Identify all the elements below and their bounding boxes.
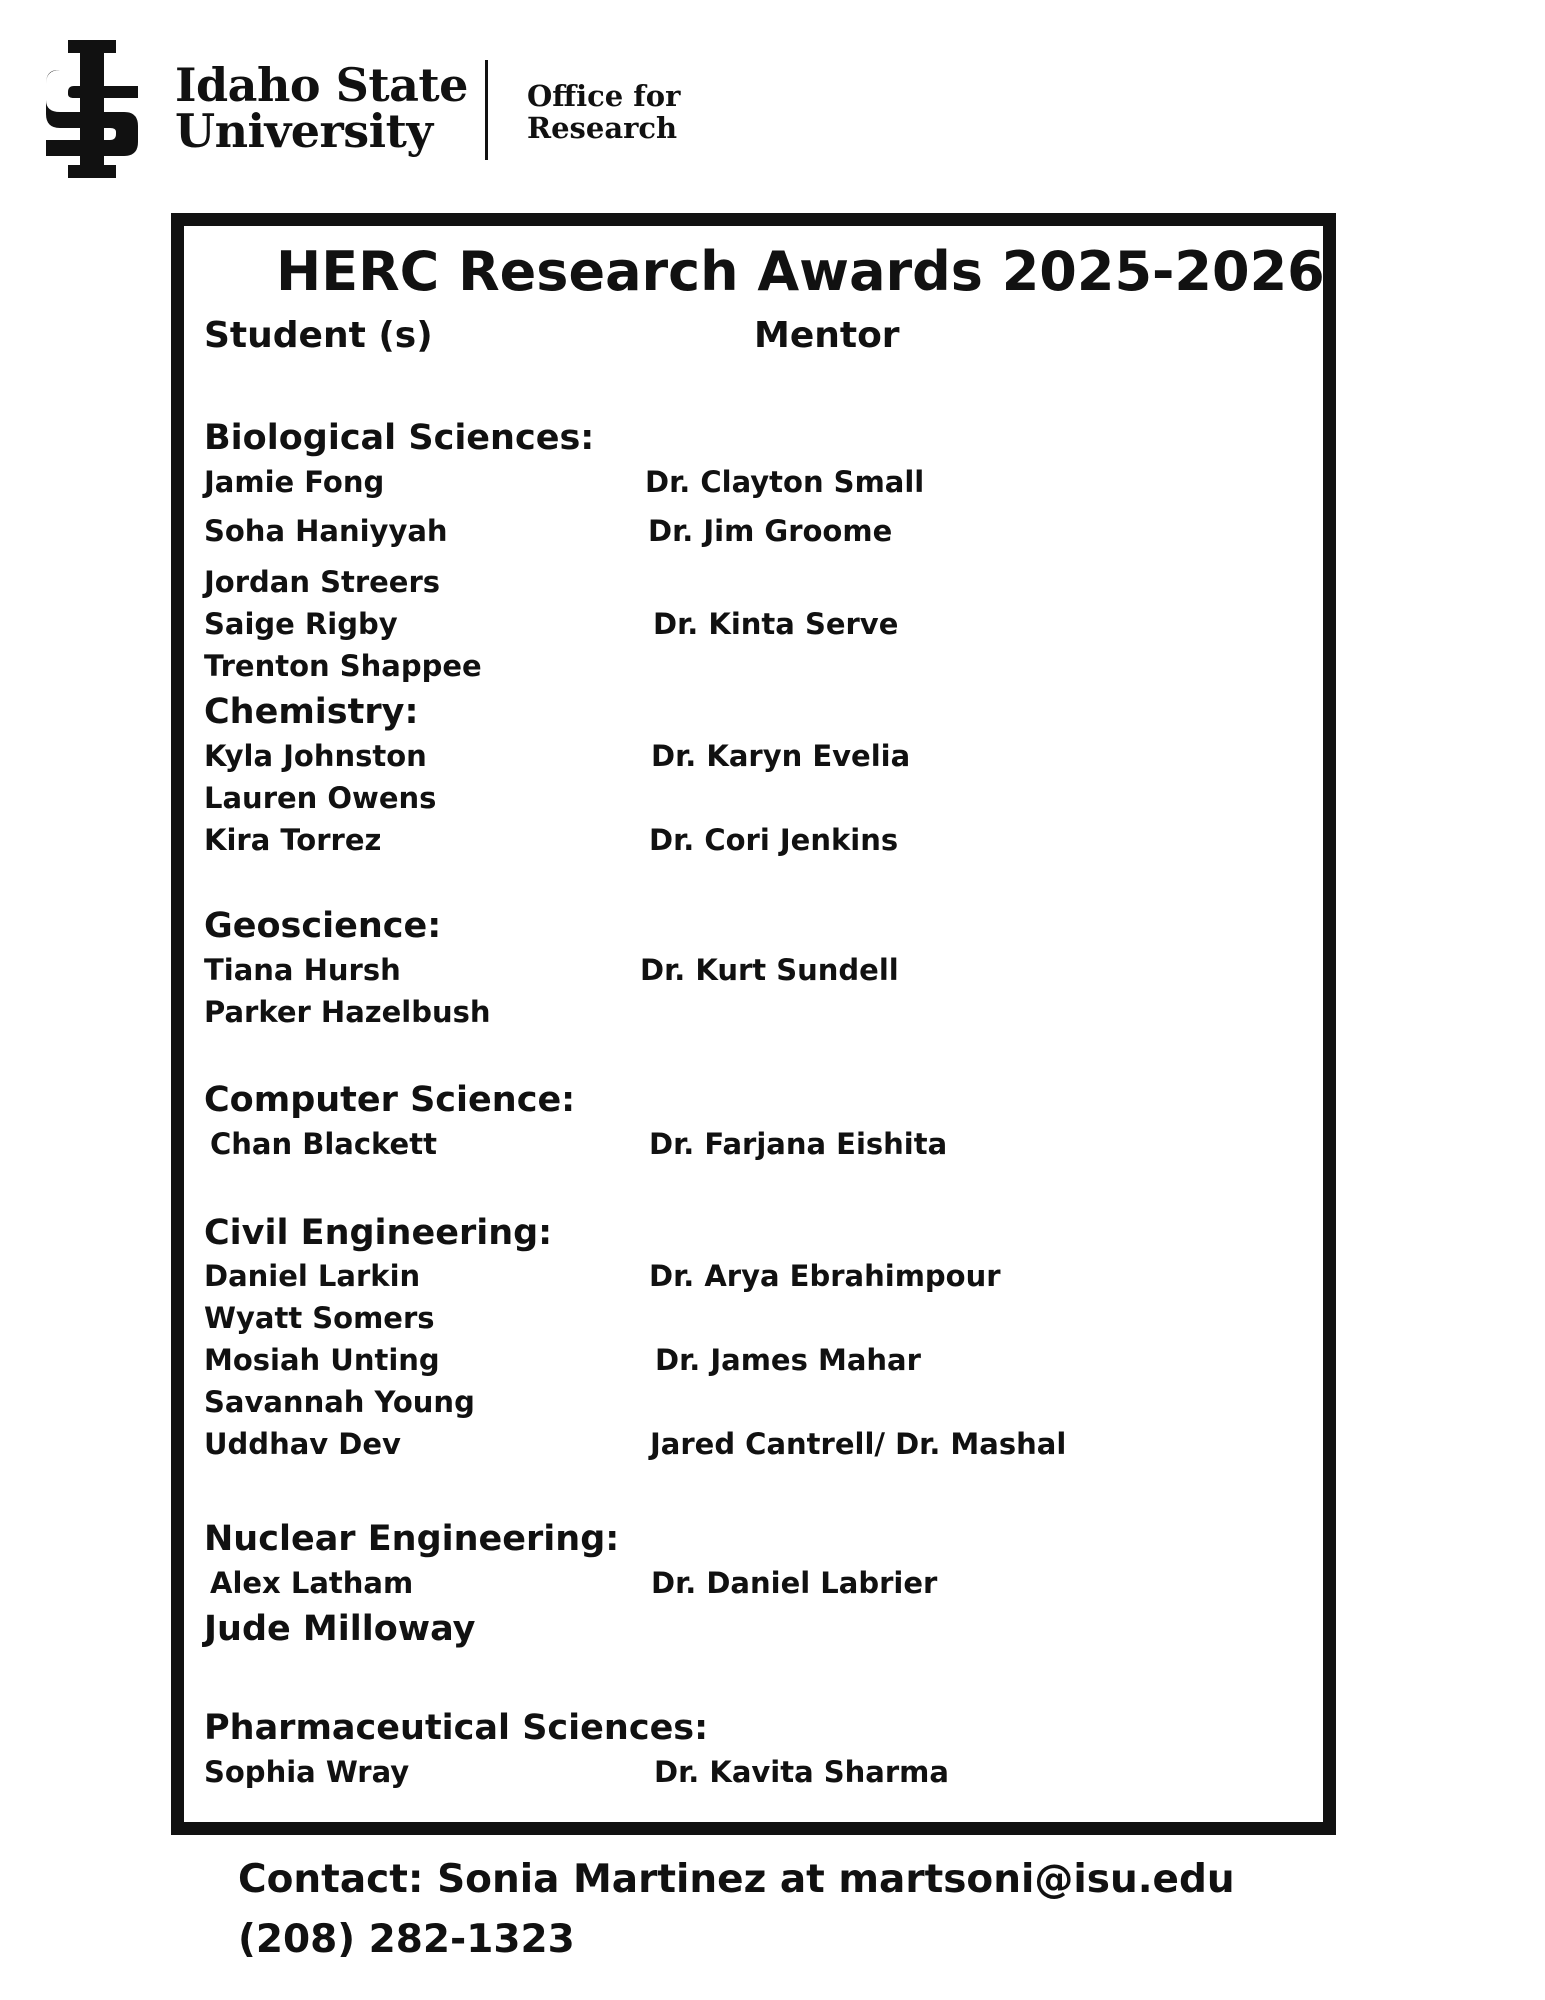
student-name: Uddhav Dev xyxy=(204,1427,401,1461)
office-name xyxy=(527,80,680,144)
student-name: Jamie Fong xyxy=(204,465,385,499)
contact-email-line: Contact: Sonia Martinez at martsoni@isu.edu xyxy=(238,1857,1235,1902)
student-name: Tiana Hursh xyxy=(204,953,401,987)
mentor-name: Dr. Jim Groome xyxy=(648,514,893,548)
student-name: Alex Latham xyxy=(210,1566,414,1600)
office-name-line1: Office for xyxy=(527,79,681,113)
student-name: Sophia Wray xyxy=(204,1755,410,1789)
student-name: Kyla Johnston xyxy=(204,739,427,773)
mentor-name: Dr. Karyn Evelia xyxy=(651,739,911,773)
mentor-name: Dr. Kavita Sharma xyxy=(654,1755,949,1789)
logo-divider xyxy=(485,60,488,160)
mentor-name: Dr. Farjana Eishita xyxy=(649,1127,948,1161)
isu-logo-icon xyxy=(46,40,138,182)
student-name: Savannah Young xyxy=(204,1385,475,1419)
contact-info xyxy=(238,1850,1235,1970)
student-name: Lauren Owens xyxy=(204,781,437,815)
section-chemistry: Chemistry: xyxy=(204,692,419,732)
section-pharmaceutical-sciences: Pharmaceutical Sciences: xyxy=(204,1708,709,1748)
section-biological-sciences: Biological Sciences: xyxy=(204,418,595,458)
student-name: Chan Blackett xyxy=(210,1127,437,1161)
student-name: Daniel Larkin xyxy=(204,1259,421,1293)
student-name: Mosiah Unting xyxy=(204,1343,440,1377)
mentor-column-header: Mentor xyxy=(754,315,900,356)
student-name: Soha Haniyyah xyxy=(204,514,448,548)
mentor-name: Jared Cantrell/ Dr. Mashal xyxy=(650,1427,1067,1461)
student-name: Jude Milloway xyxy=(204,1609,476,1649)
university-name xyxy=(175,58,468,158)
student-name: Parker Hazelbush xyxy=(204,995,491,1029)
mentor-name: Dr. Cori Jenkins xyxy=(649,823,899,857)
student-name: Jordan Streers xyxy=(204,565,441,599)
office-name-line2: Research xyxy=(527,111,678,145)
student-name: Wyatt Somers xyxy=(204,1301,435,1335)
mentor-name: Dr. Kinta Serve xyxy=(653,607,899,641)
section-geoscience: Geoscience: xyxy=(204,906,442,946)
student-name: Trenton Shappee xyxy=(204,649,482,683)
mentor-name: Dr. Kurt Sundell xyxy=(640,953,899,987)
section-civil-engineering: Civil Engineering: xyxy=(204,1213,553,1253)
student-name: Kira Torrez xyxy=(204,823,382,857)
contact-phone-line: (208) 282-1323 xyxy=(238,1917,575,1962)
section-computer-science: Computer Science: xyxy=(204,1080,576,1120)
mentor-name: Dr. Clayton Small xyxy=(645,465,925,499)
university-name-line2: University xyxy=(175,104,433,158)
university-name-line1: Idaho State xyxy=(175,58,468,112)
mentor-name: Dr. James Mahar xyxy=(655,1343,921,1377)
section-nuclear-engineering: Nuclear Engineering: xyxy=(204,1519,620,1559)
page-title: HERC Research Awards 2025-2026 xyxy=(276,240,1325,303)
students-column-header: Student (s) xyxy=(204,315,433,356)
mentor-name: Dr. Daniel Labrier xyxy=(651,1566,938,1600)
student-name: Saige Rigby xyxy=(204,607,398,641)
mentor-name: Dr. Arya Ebrahimpour xyxy=(649,1259,1001,1293)
